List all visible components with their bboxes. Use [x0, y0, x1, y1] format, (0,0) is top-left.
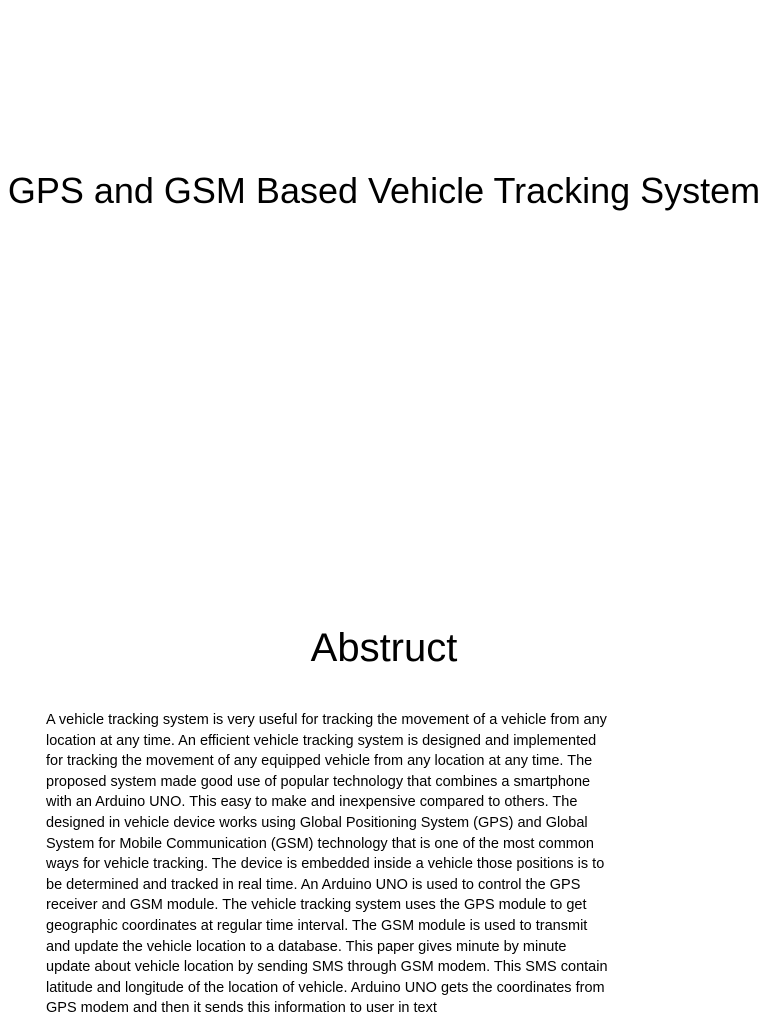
- abstract-slide: [0, 576, 768, 1024]
- abstract-body: A vehicle tracking system is very useful for tracking the movement of a vehicle from any location at any time. An efficient vehicle tracking system is designed and implemented for tracking the movement of any equipped vehicle from any location at any time. The proposed system made good use of popular technology that combines a smartphone with an Arduino UNO. This easy to make and inexpensive compared to others. The designed in vehicle device works using Global Positioning System (GPS) and Global System for Mobile Communication (GSM) technology that is one of the most common ways for vehicle tracking. The device is embedded inside a vehicle those positions is to be determined and tracked in real time. An Arduino UNO is used to control the GPS receiver and GSM module. The vehicle tracking system uses the GPS module to get geographic coordinates at regular time interval. The GSM module is used to transmit and update the vehicle location to a database. This paper gives minute by minute update about vehicle location by sending SMS through GSM modem. This SMS contain latitude and longitude of the location of vehicle. Arduino UNO gets the coordinates from GPS modem and then it sends this information to user in text: [46, 712, 608, 1017]
- slide-title: GPS and GSM Based Vehicle Tracking System: [7, 170, 761, 211]
- abstract-heading: Abstruct: [310, 626, 458, 670]
